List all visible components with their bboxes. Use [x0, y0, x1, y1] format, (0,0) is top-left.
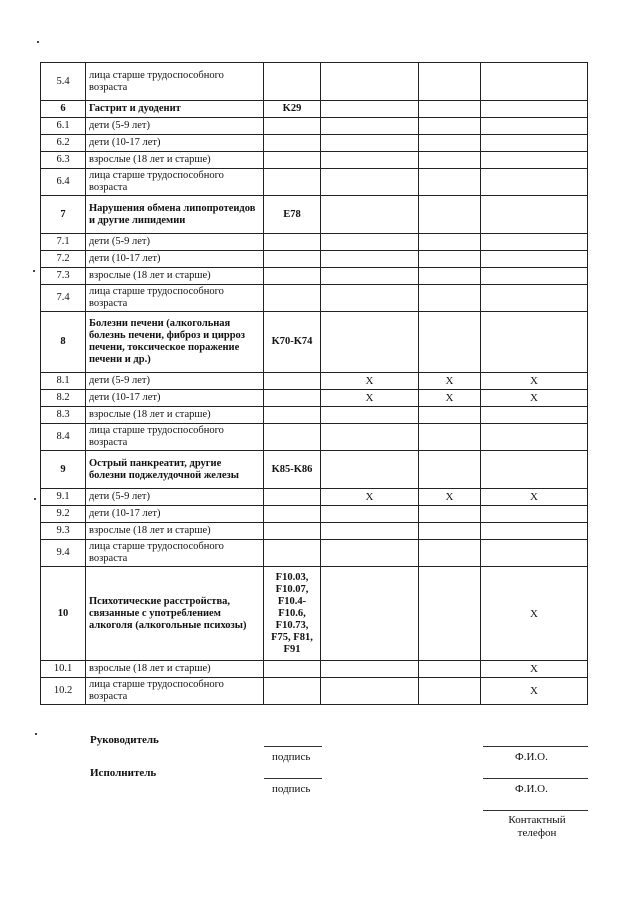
data-cell-1 [321, 567, 419, 661]
data-cell-1 [321, 196, 419, 234]
row-number-cell: 9.4 [41, 540, 86, 567]
row-name-cell: взрослые (18 лет и старше) [86, 152, 264, 169]
head-name-caption: Ф.И.О. [515, 751, 548, 763]
data-cell-2 [419, 152, 481, 169]
row-name-cell: взрослые (18 лет и старше) [86, 523, 264, 540]
contact-caption: Контактный телефон [508, 814, 566, 839]
table-row [41, 661, 588, 678]
row-number-cell: 9.3 [41, 523, 86, 540]
row-name-cell: лица старше трудоспособного возраста [86, 540, 264, 567]
icd-code-cell [264, 169, 321, 196]
data-cell-2 [419, 540, 481, 567]
data-cell-1 [321, 118, 419, 135]
data-cell-1 [321, 407, 419, 424]
data-cell-2 [419, 451, 481, 489]
row-number-cell: 8 [41, 312, 86, 373]
row-number-cell: 6 [41, 101, 86, 118]
data-cell-3 [481, 118, 588, 135]
data-cell-1 [321, 251, 419, 268]
data-cell-3 [481, 152, 588, 169]
data-cell-2 [419, 63, 481, 101]
table-row [41, 678, 588, 705]
executor-label: Исполнитель [90, 767, 157, 779]
data-cell-2 [419, 523, 481, 540]
data-cell-1: X [321, 390, 419, 407]
data-cell-3 [481, 63, 588, 101]
data-cell-3 [481, 523, 588, 540]
contact-line [483, 810, 588, 811]
icd-code-cell [264, 118, 321, 135]
data-cell-1 [321, 523, 419, 540]
icd-code-cell: K29 [264, 101, 321, 118]
data-cell-1 [321, 285, 419, 312]
data-cell-1 [321, 101, 419, 118]
row-name-cell: взрослые (18 лет и старше) [86, 661, 264, 678]
data-cell-1 [321, 506, 419, 523]
table-row [41, 135, 588, 152]
row-name-cell: дети (10-17 лет) [86, 251, 264, 268]
row-name-cell: дети (5-9 лет) [86, 118, 264, 135]
data-cell-3: X [481, 678, 588, 705]
row-number-cell: 10.2 [41, 678, 86, 705]
head-name-line [483, 746, 588, 747]
row-number-cell: 8.4 [41, 424, 86, 451]
row-name-cell: дети (10-17 лет) [86, 135, 264, 152]
data-cell-2 [419, 285, 481, 312]
executor-name-line [483, 778, 588, 779]
row-number-cell: 7.2 [41, 251, 86, 268]
data-cell-3 [481, 234, 588, 251]
executor-signature-line [264, 778, 322, 779]
data-cell-2: X [419, 390, 481, 407]
data-cell-3 [481, 196, 588, 234]
data-cell-1 [321, 169, 419, 196]
icd-code-cell [264, 373, 321, 390]
table-row [41, 285, 588, 312]
data-cell-3 [481, 268, 588, 285]
table-row [41, 390, 588, 407]
table-row [41, 506, 588, 523]
icd-code-cell [264, 506, 321, 523]
data-cell-2: X [419, 489, 481, 506]
data-cell-3 [481, 251, 588, 268]
table-row [41, 540, 588, 567]
row-number-cell: 6.2 [41, 135, 86, 152]
row-number-cell: 5.4 [41, 63, 86, 101]
icd-code-cell [264, 678, 321, 705]
icd-code-cell [264, 135, 321, 152]
head-label: Руководитель [90, 734, 159, 746]
row-number-cell: 6.4 [41, 169, 86, 196]
row-number-cell: 10.1 [41, 661, 86, 678]
table-row [41, 101, 588, 118]
row-number-cell: 6.1 [41, 118, 86, 135]
data-cell-3 [481, 424, 588, 451]
data-cell-2 [419, 424, 481, 451]
row-number-cell: 7.4 [41, 285, 86, 312]
row-name-cell: лица старше трудоспособного возраста [86, 63, 264, 101]
data-cell-1 [321, 312, 419, 373]
row-number-cell: 6.3 [41, 152, 86, 169]
statistics-table [40, 62, 588, 705]
icd-code-cell [264, 661, 321, 678]
table-row [41, 152, 588, 169]
data-cell-1: X [321, 373, 419, 390]
row-name-cell: дети (10-17 лет) [86, 506, 264, 523]
icd-code-cell [264, 251, 321, 268]
icd-code-cell [264, 523, 321, 540]
data-cell-3: X [481, 390, 588, 407]
row-name-cell: взрослые (18 лет и старше) [86, 268, 264, 285]
row-name-cell: дети (5-9 лет) [86, 234, 264, 251]
data-cell-1 [321, 268, 419, 285]
data-cell-1 [321, 540, 419, 567]
icd-code-cell [264, 285, 321, 312]
row-number-cell: 9.1 [41, 489, 86, 506]
icd-code-cell [264, 268, 321, 285]
table-row [41, 312, 588, 373]
table-row [41, 118, 588, 135]
icd-code-cell [264, 489, 321, 506]
icd-code-cell: K85-K86 [264, 451, 321, 489]
data-cell-2 [419, 661, 481, 678]
table-row [41, 567, 588, 661]
row-number-cell: 8.3 [41, 407, 86, 424]
data-cell-2 [419, 234, 481, 251]
row-number-cell: 9.2 [41, 506, 86, 523]
row-name-cell: лица старше трудоспособного возраста [86, 678, 264, 705]
data-cell-1 [321, 451, 419, 489]
head-signature-caption: подпись [272, 751, 311, 763]
row-name-cell: лица старше трудоспособного возраста [86, 285, 264, 312]
data-cell-3: X [481, 489, 588, 506]
data-cell-3 [481, 285, 588, 312]
table-row [41, 63, 588, 101]
data-cell-2: X [419, 373, 481, 390]
data-cell-1 [321, 424, 419, 451]
data-cell-2 [419, 678, 481, 705]
table-row [41, 424, 588, 451]
icd-code-cell: K70-K74 [264, 312, 321, 373]
scan-speck [33, 270, 35, 272]
row-name-cell: Психотические расстройства, связанные с употреблением алкоголя (алкогольные психозы) [86, 567, 264, 661]
data-cell-2 [419, 407, 481, 424]
row-name-cell: Нарушения обмена липопротеидов и другие липидемии [86, 196, 264, 234]
row-name-cell: дети (5-9 лет) [86, 489, 264, 506]
data-cell-1 [321, 661, 419, 678]
table-row [41, 251, 588, 268]
row-number-cell: 8.1 [41, 373, 86, 390]
data-cell-1: X [321, 489, 419, 506]
table-row [41, 407, 588, 424]
icd-code-cell [264, 407, 321, 424]
row-number-cell: 7 [41, 196, 86, 234]
data-cell-2 [419, 268, 481, 285]
table-row [41, 196, 588, 234]
data-cell-2 [419, 196, 481, 234]
data-cell-3 [481, 451, 588, 489]
table-row [41, 523, 588, 540]
icd-code-cell: F10.03, F10.07, F10.4-F10.6, F10.73, F75, F81, F91 [264, 567, 321, 661]
data-cell-3 [481, 312, 588, 373]
data-cell-3 [481, 506, 588, 523]
table-row [41, 451, 588, 489]
row-number-cell: 7.1 [41, 234, 86, 251]
data-cell-3 [481, 540, 588, 567]
row-name-cell: лица старше трудоспособного возраста [86, 169, 264, 196]
table-row [41, 373, 588, 390]
row-name-cell: Гастрит и дуоденит [86, 101, 264, 118]
icd-code-cell [264, 152, 321, 169]
data-cell-2 [419, 169, 481, 196]
row-name-cell: Острый панкреатит, другие болезни поджелудочной железы [86, 451, 264, 489]
table-row [41, 489, 588, 506]
scan-speck [37, 41, 39, 43]
data-cell-1 [321, 234, 419, 251]
head-signature-line [264, 746, 322, 747]
row-number-cell: 8.2 [41, 390, 86, 407]
scan-speck [34, 498, 36, 500]
icd-code-cell [264, 234, 321, 251]
data-cell-2 [419, 251, 481, 268]
data-cell-2 [419, 506, 481, 523]
data-cell-2 [419, 118, 481, 135]
data-cell-3 [481, 407, 588, 424]
data-cell-2 [419, 101, 481, 118]
icd-code-cell [264, 390, 321, 407]
data-cell-1 [321, 678, 419, 705]
data-cell-2 [419, 567, 481, 661]
icd-code-cell: E78 [264, 196, 321, 234]
icd-code-cell [264, 424, 321, 451]
data-cell-1 [321, 135, 419, 152]
table-row [41, 268, 588, 285]
data-cell-3 [481, 101, 588, 118]
data-cell-3 [481, 169, 588, 196]
data-cell-3: X [481, 373, 588, 390]
icd-code-cell [264, 540, 321, 567]
scan-speck [35, 733, 37, 735]
row-name-cell: дети (10-17 лет) [86, 390, 264, 407]
data-cell-2 [419, 312, 481, 373]
data-cell-3: X [481, 661, 588, 678]
table-row [41, 169, 588, 196]
row-name-cell: Болезни печени (алкогольная болезнь печени, фиброз и цирроз печени, токсическое поражение печени и др.) [86, 312, 264, 373]
data-cell-1 [321, 63, 419, 101]
data-cell-3: X [481, 567, 588, 661]
data-cell-1 [321, 152, 419, 169]
row-number-cell: 7.3 [41, 268, 86, 285]
data-cell-2 [419, 135, 481, 152]
row-name-cell: взрослые (18 лет и старше) [86, 407, 264, 424]
row-name-cell: дети (5-9 лет) [86, 373, 264, 390]
executor-name-caption: Ф.И.О. [515, 783, 548, 795]
row-number-cell: 9 [41, 451, 86, 489]
table-body [41, 63, 588, 705]
table-row [41, 234, 588, 251]
data-cell-3 [481, 135, 588, 152]
row-number-cell: 10 [41, 567, 86, 661]
icd-code-cell [264, 63, 321, 101]
executor-signature-caption: подпись [272, 783, 311, 795]
row-name-cell: лица старше трудоспособного возраста [86, 424, 264, 451]
